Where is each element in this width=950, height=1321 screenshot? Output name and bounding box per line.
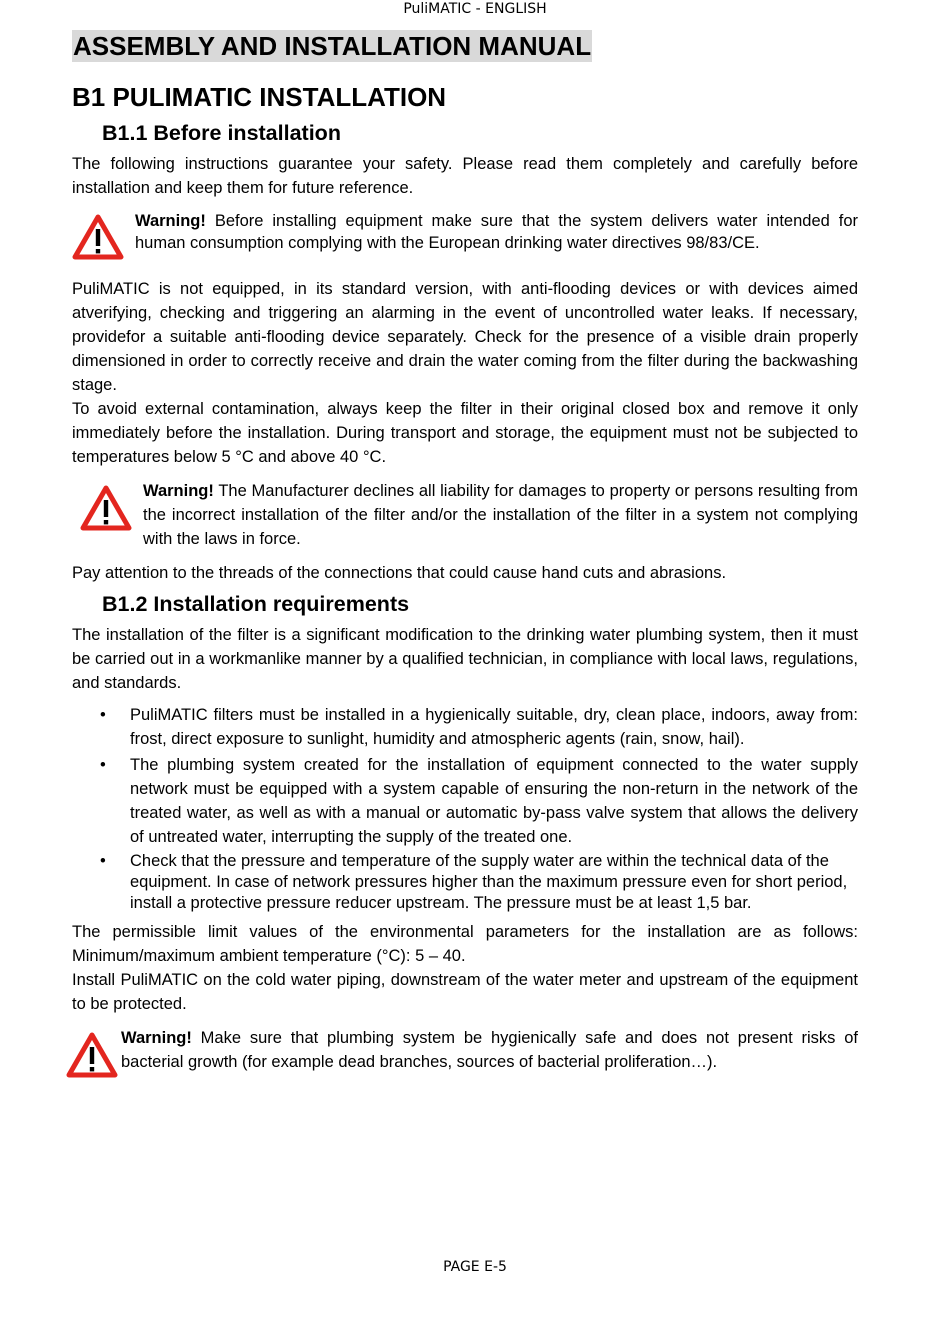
warning-box-2 bbox=[72, 479, 858, 551]
warning-2-body: The Manufacturer declines all liability for damages to property or persons resulting from the incorrect installation of the filter and/or the installation of the filter in a system not complying with the laws in force. bbox=[143, 482, 858, 548]
requirements-list bbox=[72, 703, 858, 914]
requirements-paragraph-1: The permissible limit values of the environmental parameters for the installation are as follows: Minimum/maximum ambient temperature (°C): 5 – 40. bbox=[72, 923, 858, 965]
manual-title: ASSEMBLY AND INSTALLATION MANUAL bbox=[73, 31, 592, 61]
warning-2-label: Warning! bbox=[143, 482, 214, 500]
warning-box-1 bbox=[72, 210, 858, 267]
before-paragraph-3: Pay attention to the threads of the connections that could cause hand cuts and abrasions. bbox=[72, 564, 727, 582]
bullet-icon: • bbox=[100, 756, 106, 774]
list-item: • PuliMATIC filters must be installed in a hygienically suitable, dry, clean place, indoors, away from: frost, direct exposure to sunlight, humidity and atmospheric agents (rain, snow, hail). bbox=[72, 703, 858, 751]
warning-2-text bbox=[143, 479, 858, 551]
subsection-title-before-installation: B1.1 Before installation bbox=[102, 121, 341, 145]
warning-triangle-icon bbox=[66, 1026, 121, 1085]
before-paragraph-1: PuliMATIC is not equipped, in its standard version, with anti-flooding devices or with devices aimed atverifying, checking and triggering an alarming in the event of uncontrolled water leaks. If necessary, providefor a suitable anti-flooding device separately. Check for the presence of a visible drain properly dimensioned in order to correctly receive and drain the water coming from the filter during the backwashing stage. bbox=[72, 280, 858, 394]
page-footer: PAGE E-5 bbox=[443, 1259, 507, 1275]
list-item: • The plumbing system created for the installation of equipment connected to the water supply network must be equipped with a system capable of ensuring the non-return in the network of the treated water, as well as with a manual or automatic by-pass valve system that allows the delivery of untreated water, interrupting the supply of the treated one. bbox=[72, 753, 858, 849]
bullet-icon: • bbox=[100, 852, 106, 870]
warning-1-label: Warning! bbox=[135, 212, 206, 230]
warning-1-body: Before installing equipment make sure that the system delivers water intended for human consumption complying with the European drinking water directives 98/83/CE. bbox=[135, 212, 858, 252]
subsection-title-installation-requirements: B1.2 Installation requirements bbox=[102, 592, 410, 616]
list-item: • Check that the pressure and temperature of the supply water are within the technical data of the equipment. In case of network pressures higher than the maximum pressure even for short period, install a protective pressure reducer upstream. The pressure must be at least 1,5 bar. bbox=[100, 852, 848, 912]
before-paragraph-2: To avoid external contamination, always keep the filter in their original closed box and remove it only immediately before the installation. During transport and storage, the equipment must not be subjected to temperatures below 5 °C and above 40 °C. bbox=[72, 400, 858, 466]
warning-1-text bbox=[135, 210, 858, 254]
page-header: PuliMATIC - ENGLISH bbox=[403, 1, 547, 17]
warning-triangle-icon bbox=[72, 210, 135, 267]
warning-3-body: Make sure that plumbing system be hygienically safe and does not present risks of bacterial growth (for example dead branches, sources of bacterial proliferation…). bbox=[121, 1029, 858, 1071]
section-title: B1 PULIMATIC INSTALLATION bbox=[72, 82, 447, 112]
requirements-paragraph-2: Install PuliMATIC on the cold water piping, downstream of the water meter and upstream of the equipment to be protected. bbox=[72, 971, 858, 1013]
before-intro: The following instructions guarantee your safety. Please read them completely and carefully before installation and keep them for future reference. bbox=[72, 155, 858, 197]
warning-3-label: Warning! bbox=[121, 1029, 192, 1047]
page-content bbox=[72, 30, 858, 1095]
bullet-icon: • bbox=[100, 706, 106, 724]
warning-box-3 bbox=[72, 1026, 858, 1085]
requirements-intro: The installation of the filter is a significant modification to the drinking water plumbing system, then it must be carried out in a workmanlike manner by a qualified technician, in compliance with local laws, regulations, and standards. bbox=[72, 626, 858, 692]
warning-triangle-icon bbox=[72, 479, 143, 538]
warning-3-text bbox=[121, 1026, 858, 1074]
